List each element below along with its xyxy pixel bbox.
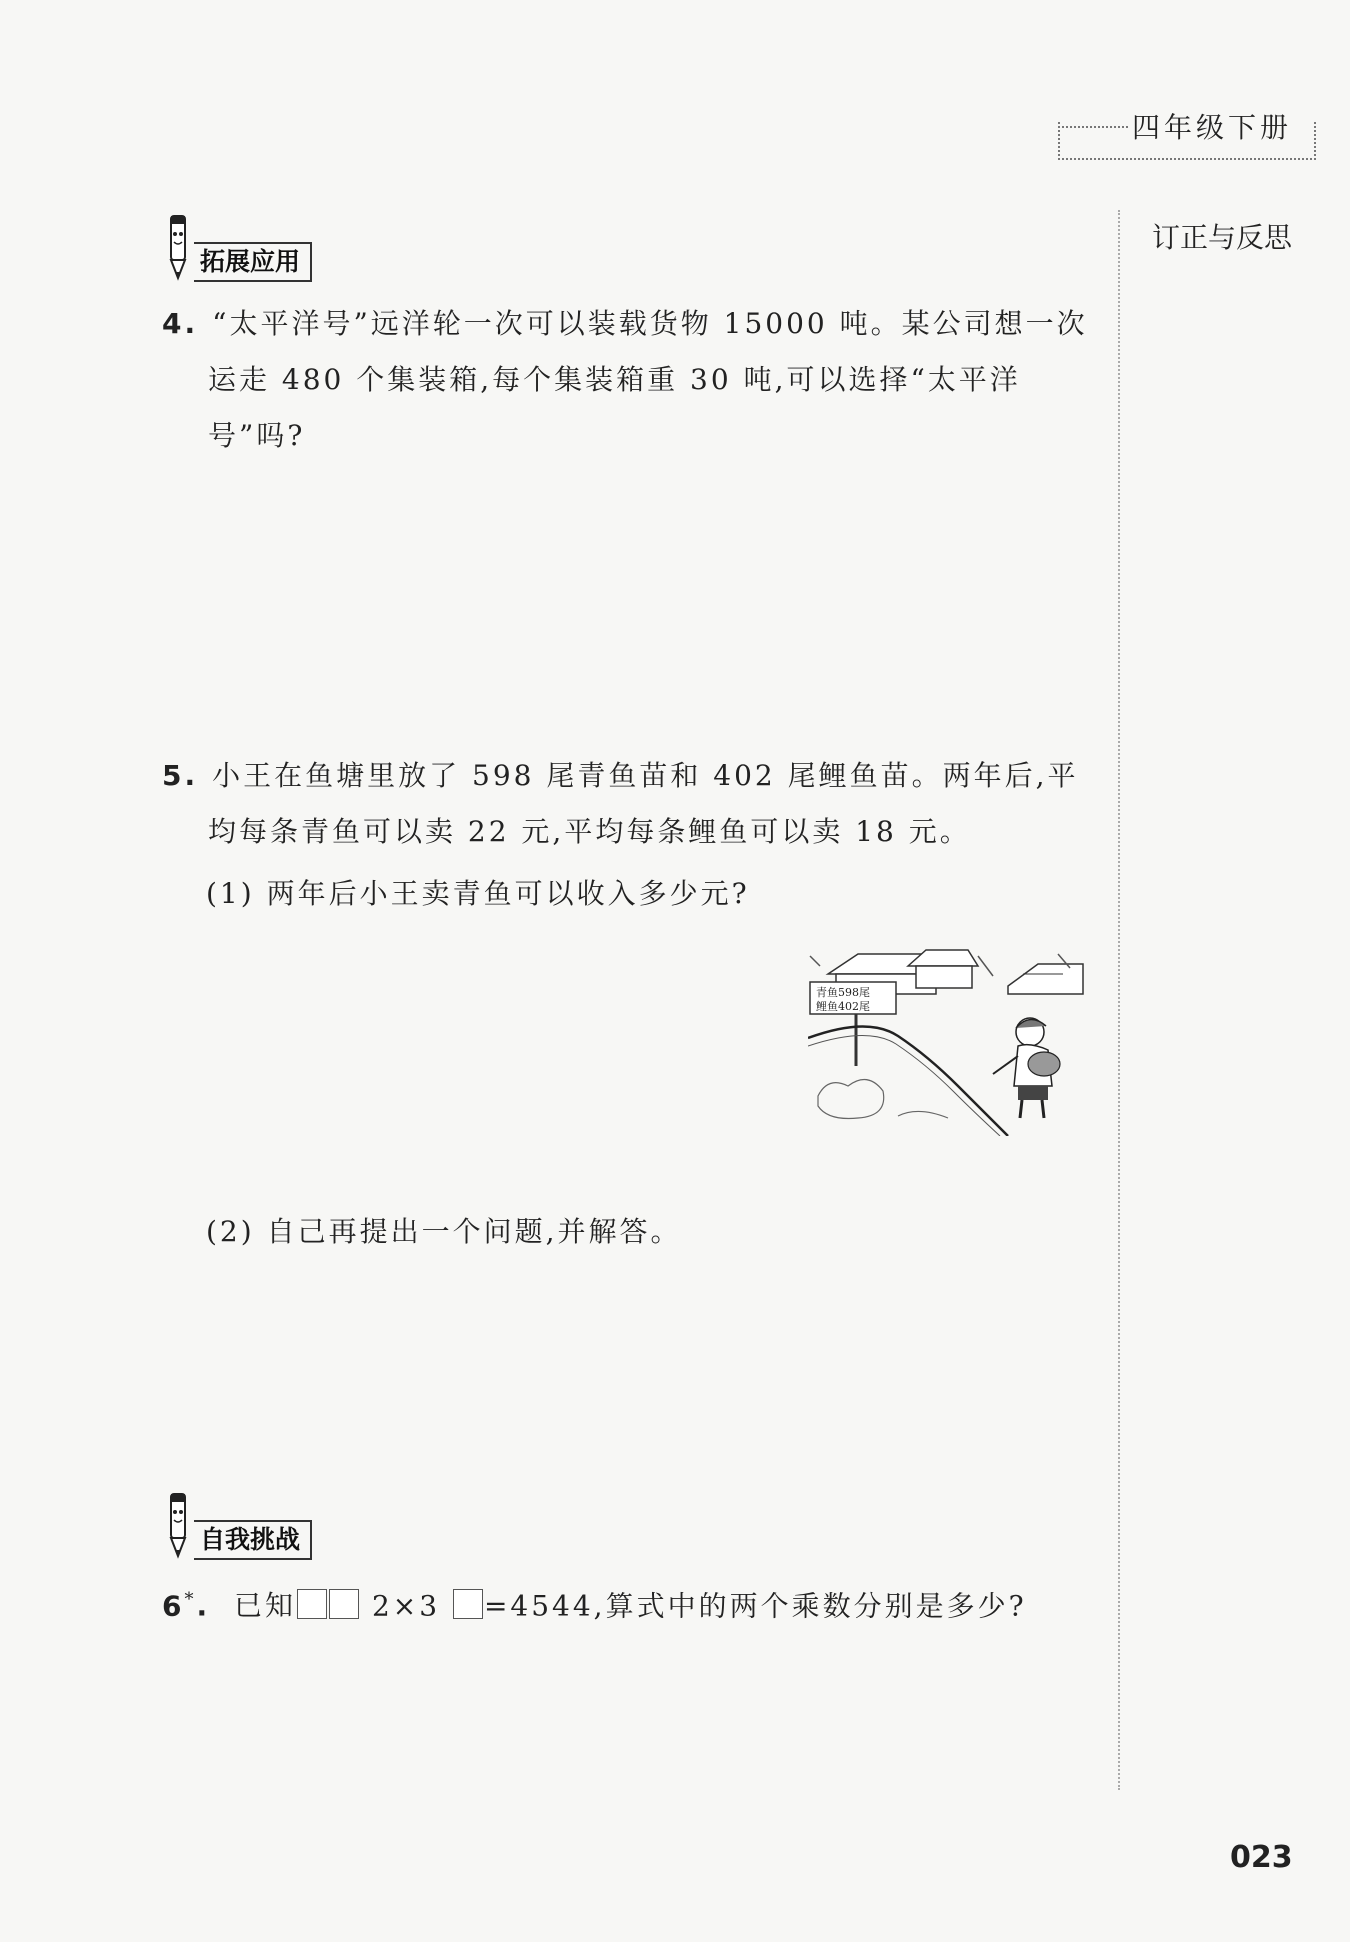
page-number: 023 xyxy=(1230,1840,1293,1875)
section-expand xyxy=(164,212,312,282)
section-title: 自我挑战 xyxy=(194,1520,312,1560)
question-5-part-1: (1) 两年后小王卖青鱼可以收入多少元? xyxy=(206,877,750,910)
blank-box[interactable] xyxy=(297,1589,327,1619)
sign-line-2: 鲤鱼402尾 xyxy=(816,1000,870,1013)
pencil-icon xyxy=(164,1490,192,1560)
section-title: 拓展应用 xyxy=(194,242,312,282)
margin-divider xyxy=(1118,210,1120,1790)
blank-box[interactable] xyxy=(329,1589,359,1619)
question-5 xyxy=(162,748,1092,860)
pencil-icon xyxy=(164,212,192,282)
reflection-title: 订正与反思 xyxy=(1152,221,1293,254)
sign-line-1: 青鱼598尾 xyxy=(816,986,870,999)
fish-pond-illustration xyxy=(808,946,1090,1136)
grade-label: 四年级下册 xyxy=(1132,111,1293,144)
question-text-line: 运走 480 个集装箱,每个集装箱重 30 吨,可以选择“太平洋 xyxy=(208,363,1021,396)
question-prefix: 已知 xyxy=(234,1589,297,1623)
question-4 xyxy=(162,296,1092,464)
question-text-line: 均每条青鱼可以卖 22 元,平均每条鲤鱼可以卖 18 元。 xyxy=(208,815,971,848)
question-number: 6 xyxy=(162,1589,185,1623)
challenge-star: * xyxy=(184,1589,197,1610)
question-number: 4. xyxy=(162,307,199,340)
section-challenge xyxy=(164,1490,312,1560)
question-text-line: 小王在鱼塘里放了 598 尾青鱼苗和 402 尾鲤鱼苗。两年后,平 xyxy=(212,759,1079,792)
question-middle: 2×3 xyxy=(371,1589,441,1623)
blank-box[interactable] xyxy=(453,1589,483,1619)
question-text-line: “太平洋号”远洋轮一次可以装载货物 15000 吨。某公司想一次 xyxy=(212,307,1088,340)
question-number: 5. xyxy=(162,759,199,792)
question-6 xyxy=(162,1572,1092,1634)
question-dot: . xyxy=(196,1589,211,1623)
question-suffix: =4544,算式中的两个乘数分别是多少? xyxy=(483,1589,1027,1623)
question-5-part-2: (2) 自己再提出一个问题,并解答。 xyxy=(206,1215,682,1248)
question-text-line: 号”吗? xyxy=(208,419,306,452)
